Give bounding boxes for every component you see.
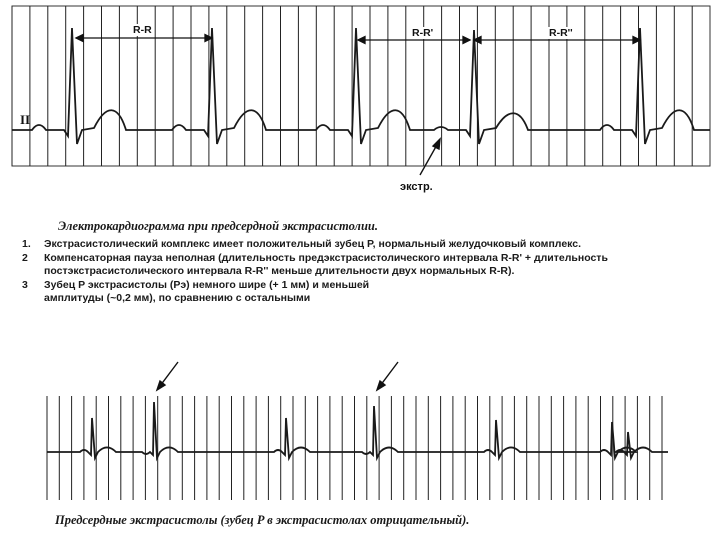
lead-label: II	[20, 112, 31, 127]
extrasystole-label: экстр.	[400, 181, 433, 193]
bottom-arrow-1	[157, 362, 178, 390]
note-2-number: 2	[22, 251, 28, 264]
rr-label-3: R-R''	[549, 27, 573, 39]
bottom-ecg-trace	[47, 402, 668, 458]
rr-label-2: R-R'	[412, 27, 434, 39]
note-3-number: 3	[22, 278, 28, 291]
note-3-text: Зубец P экстрасистолы (Pэ) немного шире (+ 1 мм) и меньшей амплитуды (~0,2 мм), по сравнению с остальными	[44, 278, 370, 304]
note-2-text: Компенсаторная пауза неполная (длительность предэкстрасистолического интервала R-R' + длительность постэкстрасистолического интервала R-R'' меньше длительности двух нормальных R-R).	[44, 251, 608, 277]
bottom-grid-lines	[47, 396, 662, 500]
caption-top: Электрокардиограмма при предсердной экстрасистолии.	[58, 219, 378, 233]
caption-bottom: Предсердные экстрасистолы (зубец P в экстрасистолах отрицательный).	[55, 513, 470, 527]
rr-label-1: R-R	[133, 24, 152, 36]
bottom-arrow-2	[377, 362, 398, 390]
note-1-number: 1.	[22, 238, 31, 250]
note-1-text: Экстрасистолический комплекс имеет положительный зубец P, нормальный желудочковый комплекс.	[44, 238, 582, 250]
